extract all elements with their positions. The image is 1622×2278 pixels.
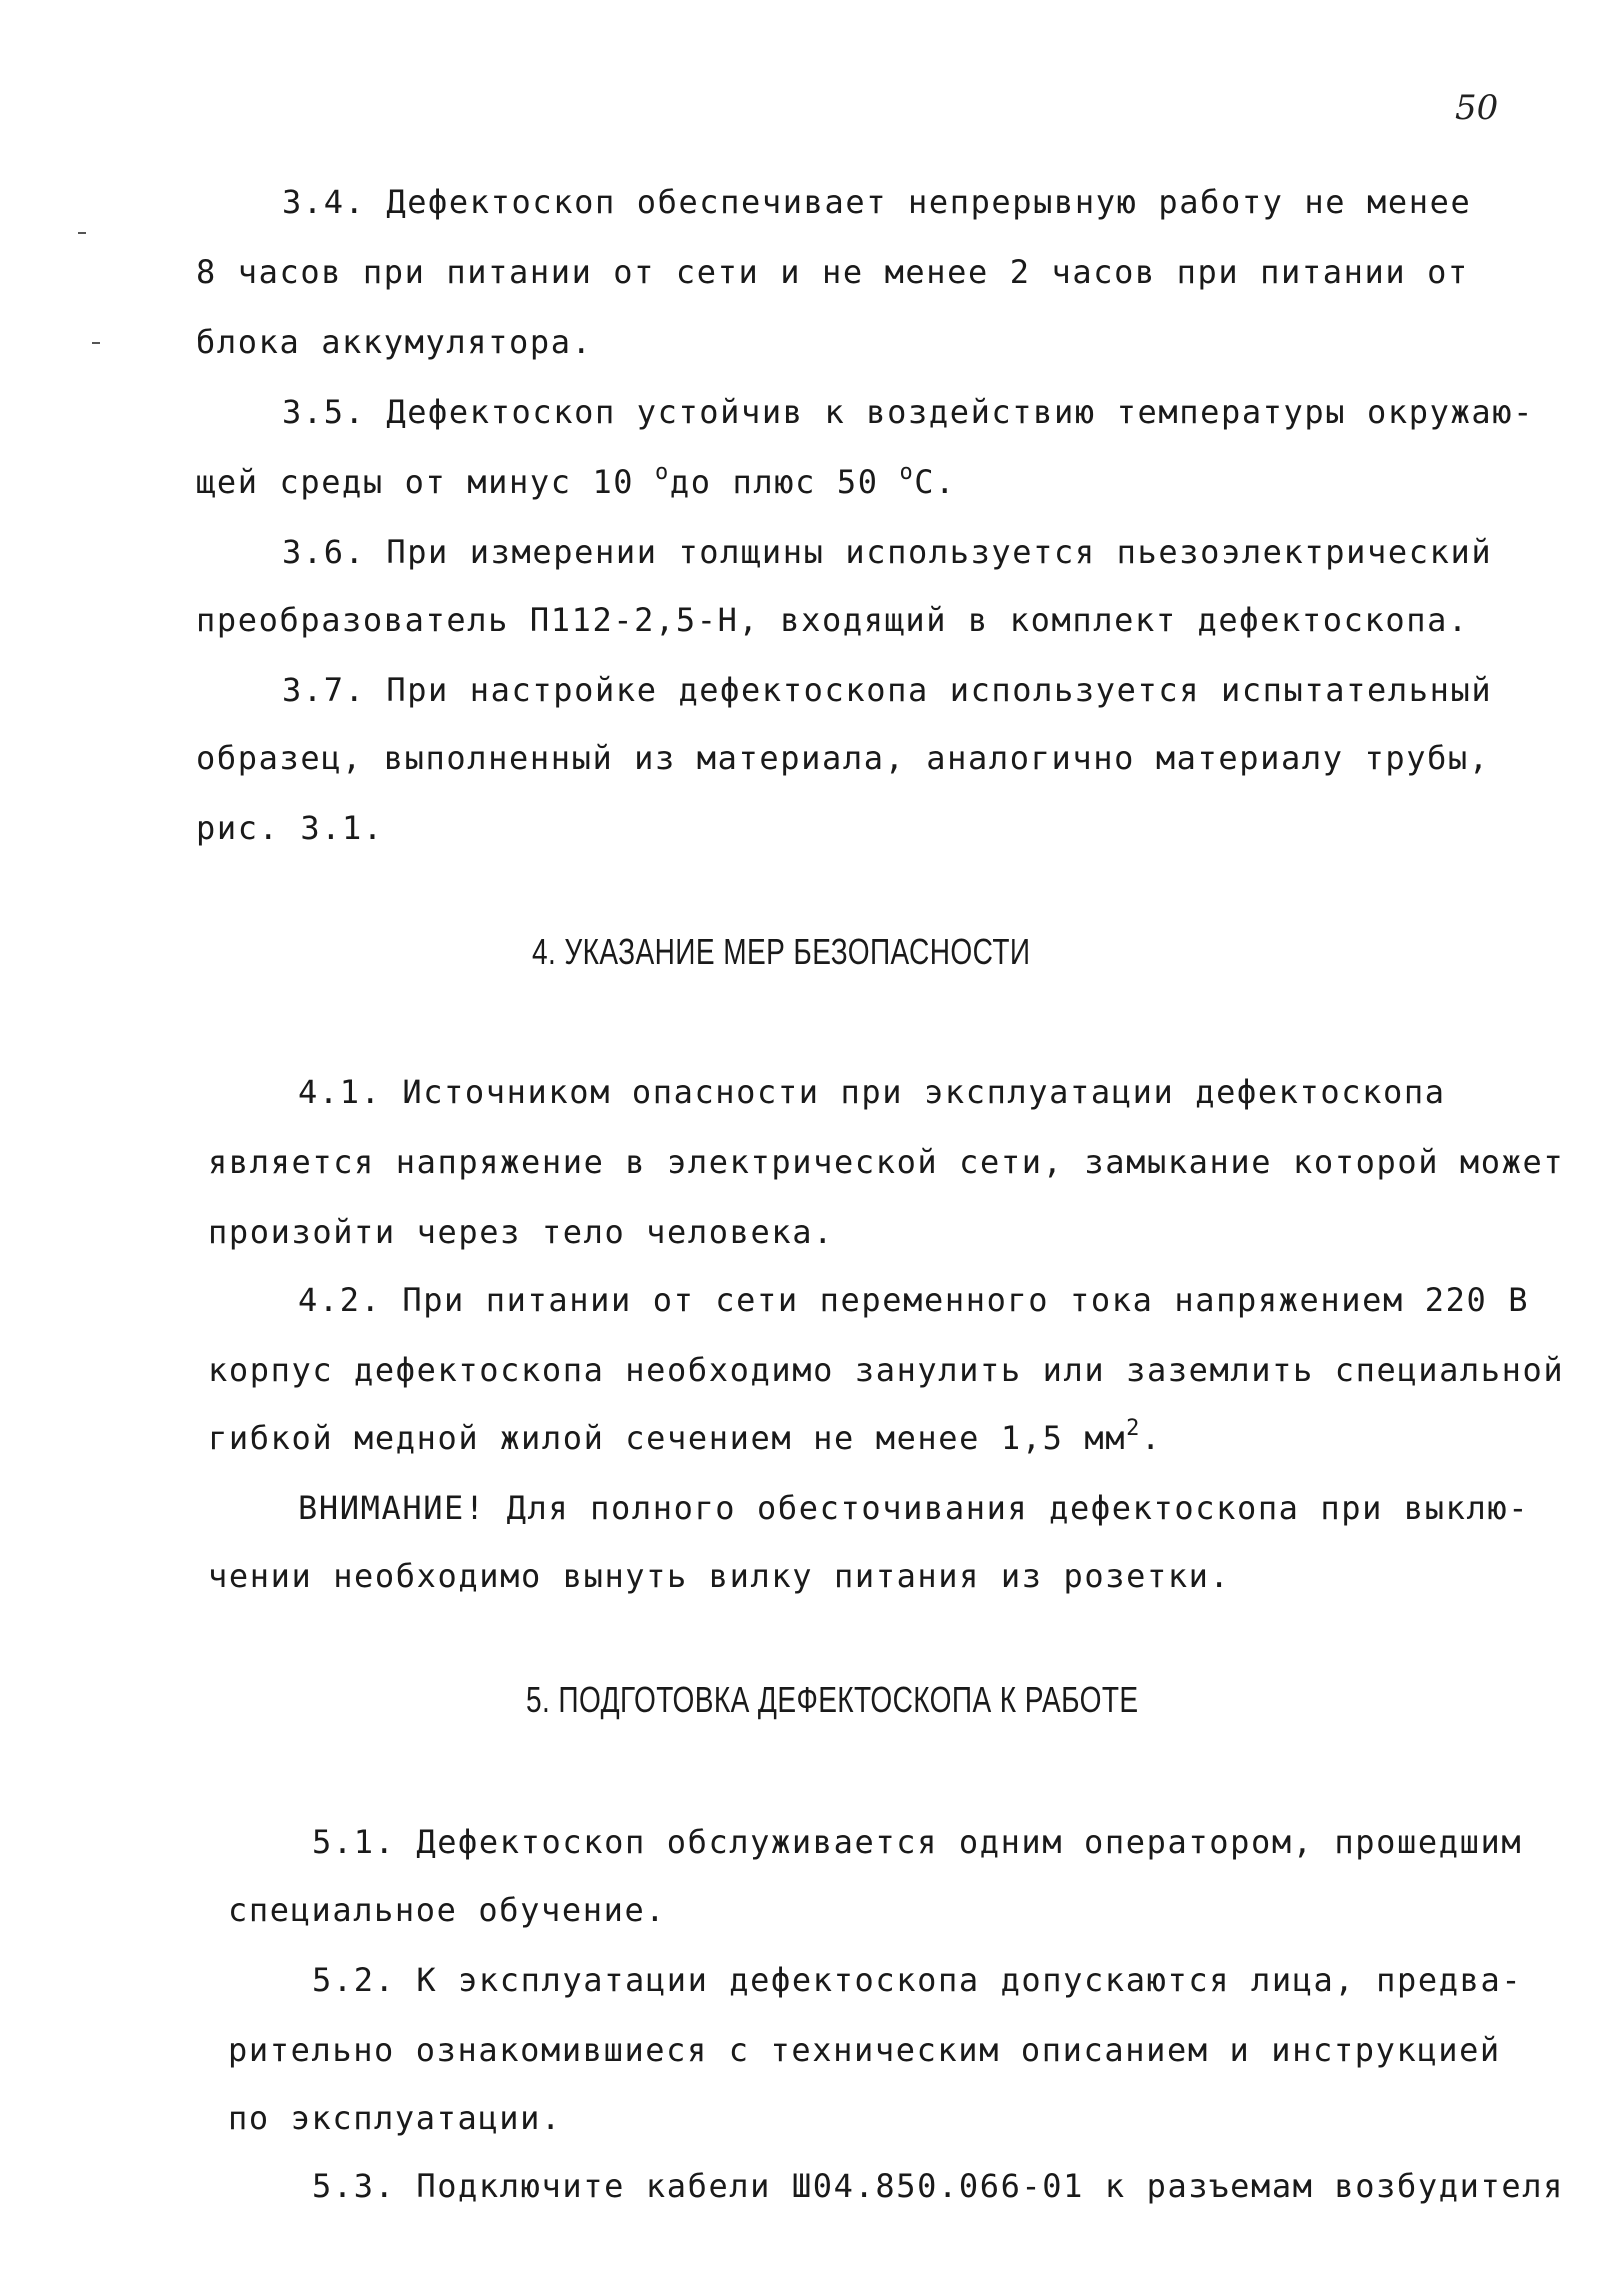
paragraph-line: специальное обучение. xyxy=(228,1891,667,1929)
paragraph-line: 3.4. Дефектоскоп обеспечивает непрерывную работу не менее xyxy=(282,183,1472,221)
paragraph-line: 5.2. К эксплуатации дефектоскопа допускаются лица, предва- xyxy=(312,1961,1523,1999)
paragraph-line: ВНИМАНИЕ! Для полного обесточивания дефектоскопа при выклю- xyxy=(298,1489,1530,1527)
paragraph-line: произойти через тело человека. xyxy=(208,1213,834,1251)
paragraph-line: 3.6. При измерении толщины используется пьезоэлектрический xyxy=(282,533,1493,571)
paragraph-line: корпус дефектоскопа необходимо занулить или заземлить специальной xyxy=(208,1351,1565,1389)
paragraph-line: 4.1. Источником опасности при эксплуатации дефектоскопа xyxy=(298,1073,1446,1111)
margin-mark xyxy=(92,342,100,344)
paragraph-line: является напряжение в электрической сети, замыкание которой может xyxy=(208,1143,1565,1181)
paragraph-line: 8 часов при питании от сети и не менее 2 часов при питании от xyxy=(196,253,1469,291)
paragraph-line: чении необходимо вынуть вилку питания из розетки. xyxy=(208,1557,1231,1595)
paragraph-line: гибкой медной жилой сечением не менее 1,5 $мм^2$. xyxy=(208,1416,1162,1457)
paragraph-line: 5.3. Подключите кабели Ш04.850.066-01 к разъемам возбудителя xyxy=(312,2167,1564,2205)
margin-mark xyxy=(78,232,86,234)
paragraph-line: 3.5. Дефектоскоп устойчив к воздействию температуры окружаю- xyxy=(282,393,1534,431)
paragraph-line: рис. 3.1. xyxy=(196,809,384,847)
paragraph-line: щей среды от минус 10 $^о$до плюс 50 $^о$С. xyxy=(196,460,957,501)
paragraph-line: рительно ознакомившиеся с техническим описанием и инструкцией xyxy=(228,2031,1501,2069)
section-heading: 4. УКАЗАНИЕ МЕР БЕЗОПАСНОСТИ xyxy=(532,931,1031,972)
paragraph-line: 3.7. При настройке дефектоскопа используется испытательный xyxy=(282,671,1493,709)
paragraph-line: по эксплуатации. xyxy=(228,2099,562,2137)
paragraph-line: 5.1. Дефектоскоп обслуживается одним оператором, прошедшим xyxy=(312,1823,1523,1861)
paragraph-line: преобразователь П112-2,5-Н, входящий в комплект дефектоскопа. xyxy=(196,601,1469,639)
section-heading: 5. ПОДГОТОВКА ДЕФЕКТОСКОПА К РАБОТЕ xyxy=(526,1679,1139,1720)
page-number: 50 xyxy=(1455,88,1499,128)
paragraph-line: 4.2. При питании от сети переменного тока напряжением 220 В xyxy=(298,1281,1530,1319)
paragraph-line: образец, выполненный из материала, аналогично материалу трубы, xyxy=(196,739,1490,777)
paragraph-line: блока аккумулятора. xyxy=(196,323,593,361)
